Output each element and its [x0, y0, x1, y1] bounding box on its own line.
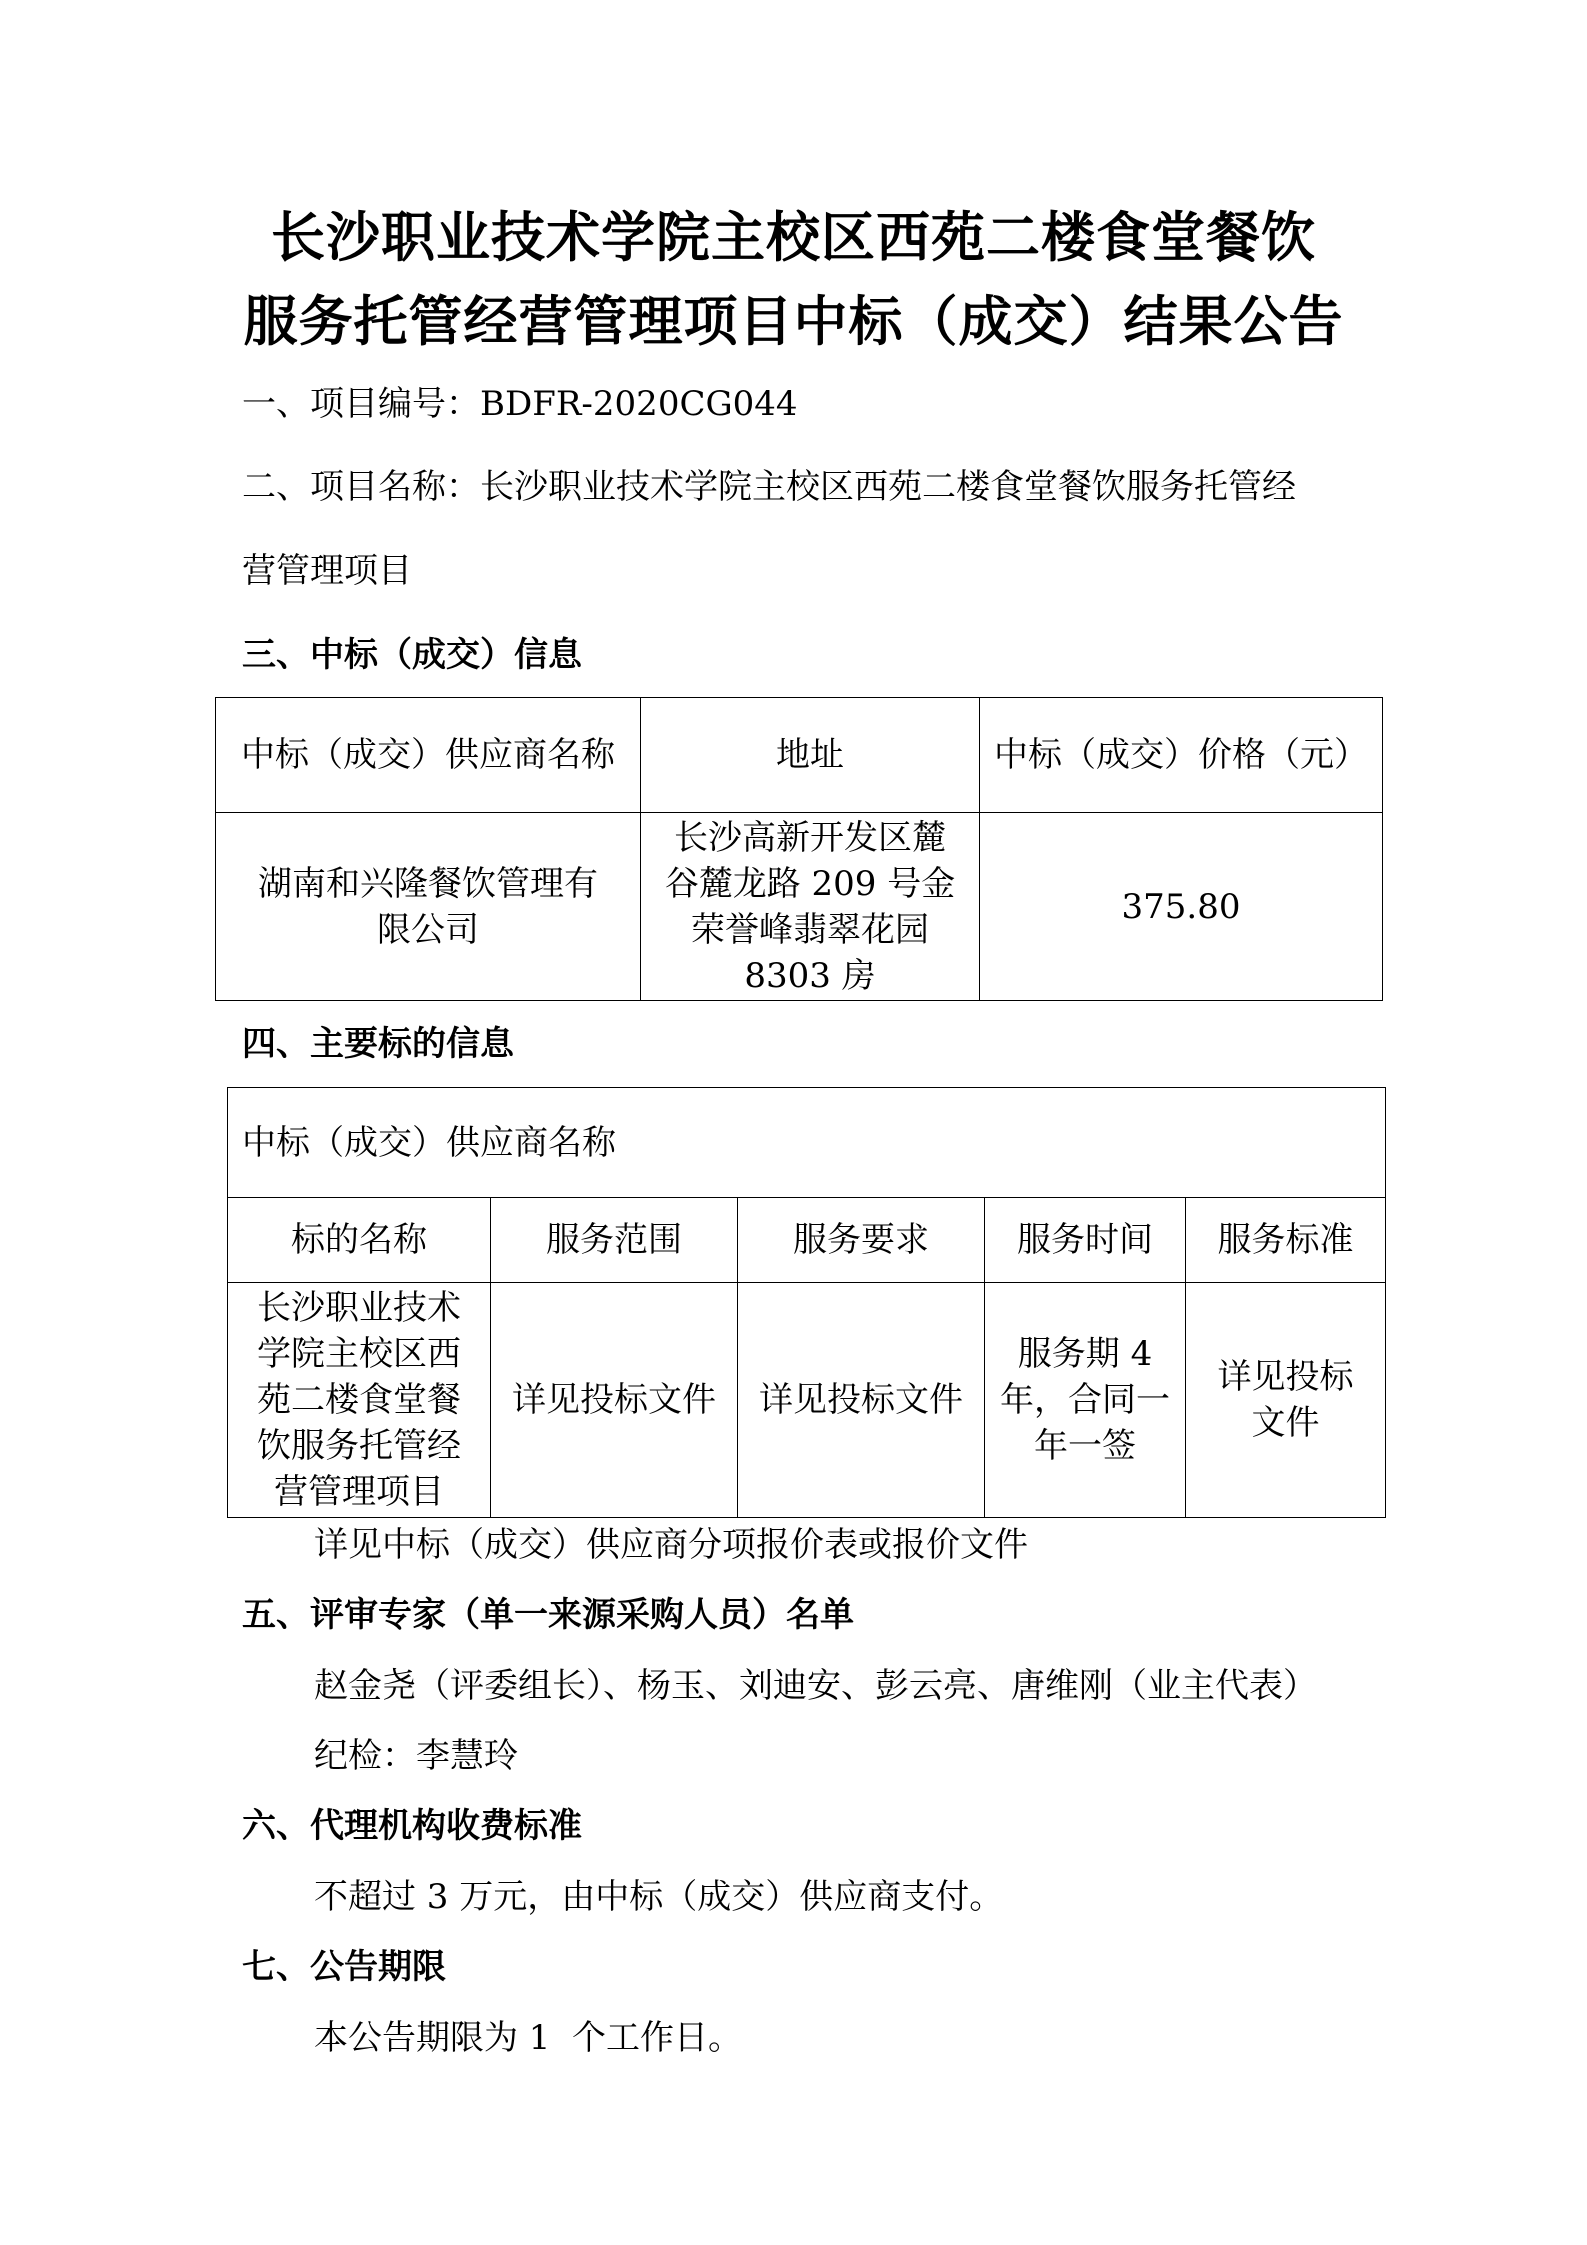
address-line: 长沙高新开发区麓	[674, 817, 946, 858]
supplier-line: 湖南和兴隆餐饮管理有	[258, 863, 598, 904]
subject-info-table	[227, 1087, 1386, 1518]
section6-heading: 六、代理机构收费标准	[242, 1806, 582, 1846]
page-title-line2: 服务托管经营管理项目中标（成交）结果公告	[243, 290, 1344, 353]
section5-heading: 五、评审专家（单一来源采购人员）名单	[242, 1595, 854, 1635]
section7-heading: 七、公告期限	[242, 1947, 446, 1987]
award-info-table	[215, 697, 1383, 1001]
subject-name-line: 苑二楼食堂餐	[257, 1380, 461, 1420]
address-line: 谷麓龙路 209 号金	[664, 863, 956, 904]
subject-name-line: 营管理项目	[274, 1472, 444, 1512]
header-price: 中标（成交）价格（元）	[980, 698, 1383, 813]
notice-period: 本公告期限为 1 个工作日。	[314, 2018, 743, 2058]
quote-note: 详见中标（成交）供应商分项报价表或报价文件	[314, 1525, 1028, 1565]
table-row	[228, 1283, 1386, 1518]
service-time-line: 服务期 4	[1017, 1334, 1153, 1374]
section3-heading: 三、中标（成交）信息	[242, 635, 582, 675]
header-service-time: 服务时间	[985, 1198, 1186, 1283]
page-title-line1: 长沙职业技术学院主校区西苑二楼食堂餐饮	[271, 206, 1316, 269]
address-line: 荣誉峰翡翠花园	[691, 909, 929, 950]
subject-name-line: 饮服务托管经	[257, 1426, 461, 1466]
fee-standard: 不超过 3 万元，由中标（成交）供应商支付。	[314, 1877, 1004, 1917]
subject-name-line: 长沙职业技术	[257, 1288, 461, 1328]
service-scope-cell: 详见投标文件	[491, 1283, 738, 1518]
table-row	[228, 1088, 1386, 1198]
project-name-line1: 二、项目名称：长沙职业技术学院主校区西苑二楼食堂餐饮服务托管经	[242, 467, 1296, 507]
supplier-name-cell	[216, 813, 641, 1001]
subject-name-cell	[228, 1283, 491, 1518]
price-cell: 375.80	[980, 813, 1383, 1001]
subject-name-line: 学院主校区西	[257, 1334, 461, 1374]
expert-list: 赵金尧（评委组长）、杨玉、刘迪安、彭云亮、唐维刚（业主代表）	[314, 1666, 1317, 1706]
header-address: 地址	[641, 698, 980, 813]
project-number: 一、项目编号：BDFR-2020CG044	[242, 384, 798, 424]
section4-heading: 四、主要标的信息	[242, 1024, 514, 1064]
service-time-cell	[985, 1283, 1186, 1518]
service-time-line: 年一签	[1034, 1426, 1136, 1466]
service-requirement-cell: 详见投标文件	[738, 1283, 985, 1518]
service-standard-line: 详见投标	[1217, 1357, 1354, 1397]
table-row	[216, 698, 1383, 813]
table-row	[216, 813, 1383, 1001]
header-service-standard: 服务标准	[1186, 1198, 1386, 1283]
table-row	[228, 1198, 1386, 1283]
service-time-line: 年，合同一	[1000, 1380, 1170, 1420]
supplier-line: 限公司	[377, 909, 479, 950]
address-line: 8303 房	[744, 955, 876, 996]
header-service-scope: 服务范围	[491, 1198, 738, 1283]
header-service-requirement: 服务要求	[738, 1198, 985, 1283]
supplier-name-row: 中标（成交）供应商名称	[228, 1088, 1386, 1198]
inspector: 纪检：李慧玲	[314, 1736, 518, 1776]
address-cell	[641, 813, 980, 1001]
project-name-line2: 营管理项目	[242, 551, 412, 591]
service-standard-cell	[1186, 1283, 1386, 1518]
header-subject-name: 标的名称	[228, 1198, 491, 1283]
service-standard-line: 文件	[1251, 1403, 1320, 1443]
header-supplier: 中标（成交）供应商名称	[216, 698, 641, 813]
